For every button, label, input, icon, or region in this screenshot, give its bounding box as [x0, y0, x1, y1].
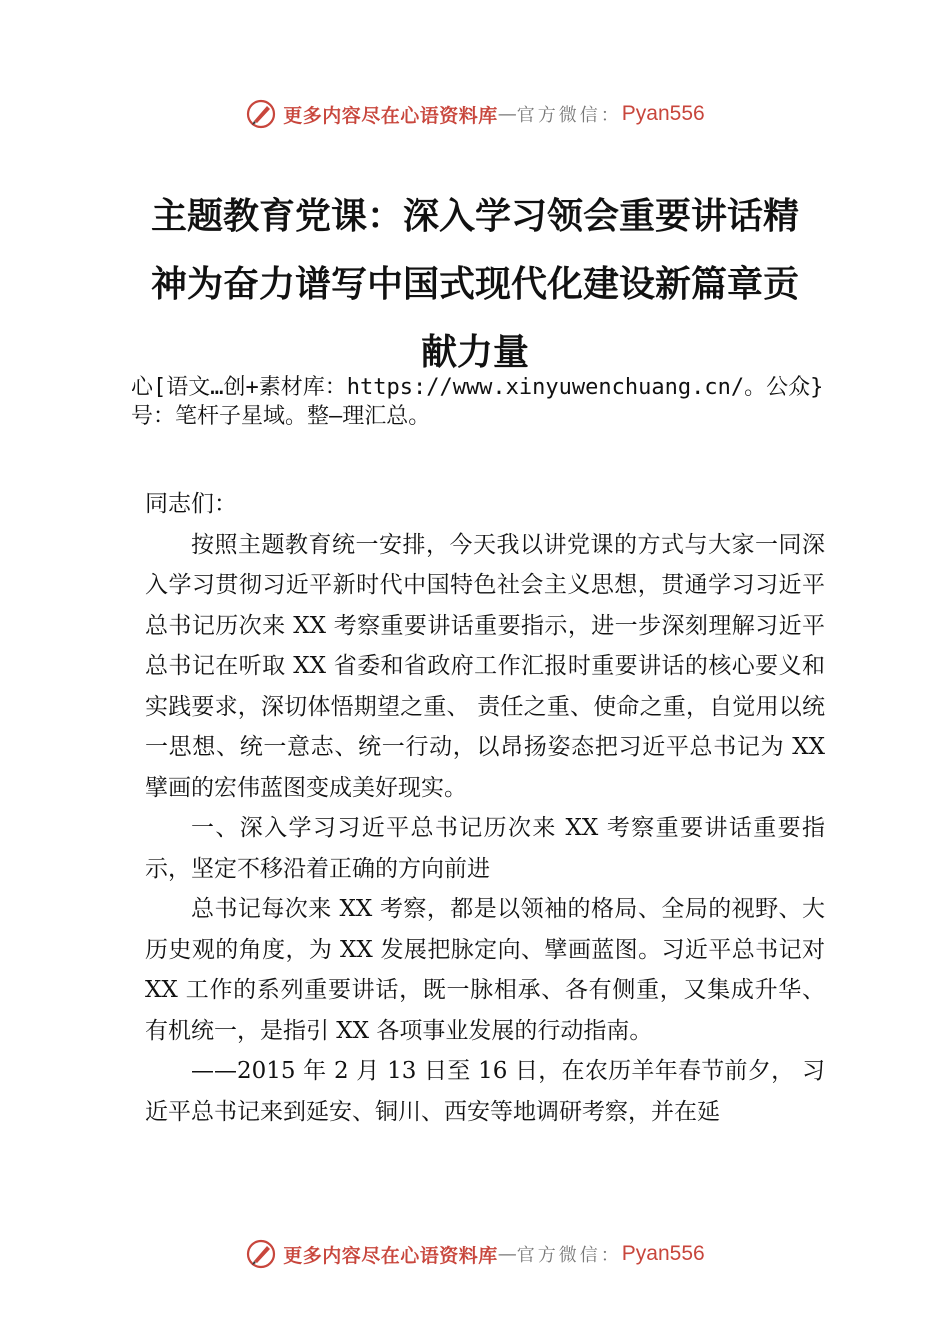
body-paragraph: 按照主题教育统一安排，今天我以讲党课的方式与大家一同深入学习贯彻习近平新时代中国特色社会主义思想，贯通学习习近平总书记历次来 XX 考察重要讲话重要指示，进一步深刻理解习近平总书记在听取 XX 省委和省政府工作汇报时重要讲话的核心要义和实践要求，深切体悟期望之重、 责任之重、使命之重，自觉用以统一思想、统一意志、统一行动，以昂扬姿态把习近平总书记为 XX 擘画的宏伟蓝图变成美好现实。 [145, 531, 825, 801]
banner-brand-text: 更多内容尽在心语资料库 [283, 104, 498, 127]
body-paragraph: 总书记每次来 XX 考察，都是以领袖的格局、全局的视野、大历史观的角度，为 XX 发展把脉定向、擘画蓝图。习近平总书记对 XX 工作的系列重要讲话，既一脉相承、各有侧重，又集成升华、有机统一，是指引 XX 各项事业发展的行动指南。 [145, 896, 825, 1044]
section-heading: 一、深入学习习近平总书记历次来 XX 考察重要讲话重要指示，坚定不移沿着正确的方向前进 [145, 815, 825, 882]
header-banner [0, 94, 950, 134]
banner-wechat-label: 官方微信： [516, 105, 622, 126]
banner-brand-text: 更多内容尽在心语资料库 [283, 1244, 498, 1267]
salutation: 同志们： [145, 491, 237, 517]
banner-separator: — [497, 1243, 517, 1265]
document-body [145, 484, 825, 1132]
banner-wechat-label: 官方微信： [516, 1245, 622, 1266]
banner-wechat-id: Pyan556 [621, 102, 705, 125]
footer-banner [0, 1234, 950, 1274]
document-title: 主题教育党课：深入学习领会重要讲话精神为奋力谱写中国式现代化建设新篇章贡献力量 [150, 196, 799, 373]
source-note: 心[语文…创+素材库：https://www.xinyuwenchuang.cn/。公众}号：笔杆子星域。整—理汇总。 [131, 375, 824, 429]
quill-pen-logo-icon [245, 1238, 277, 1270]
banner-separator: — [497, 103, 517, 125]
body-paragraph: ——2015 年 2 月 13 日至 16 日，在农历羊年春节前夕， 习近平总书记来到延安、铜川、西安等地调研考察，并在延 [145, 1058, 825, 1125]
banner-wechat-id: Pyan556 [621, 1242, 705, 1265]
quill-pen-logo-icon [245, 98, 277, 130]
